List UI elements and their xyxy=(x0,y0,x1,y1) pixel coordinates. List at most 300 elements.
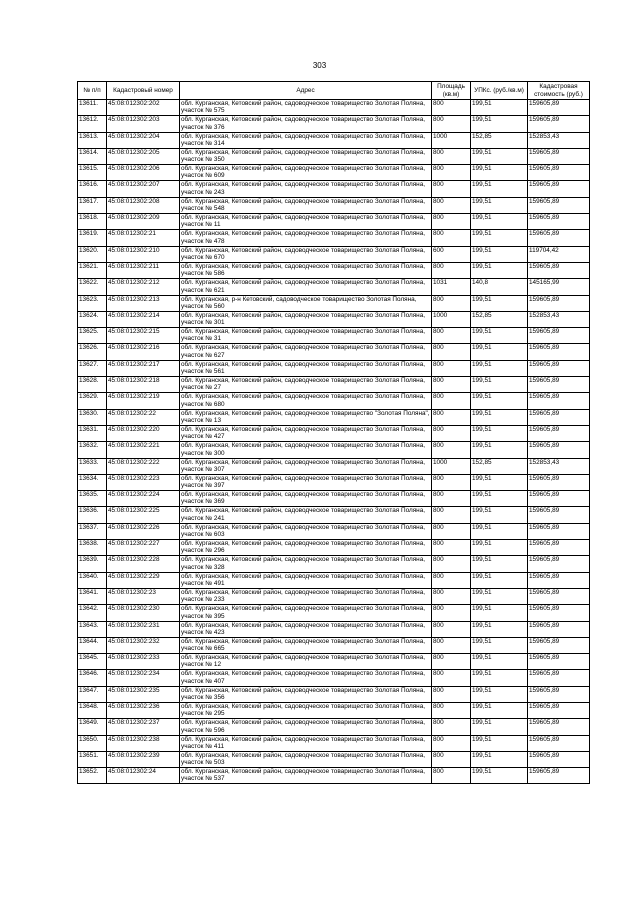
cadastral-number-cell: 45:08:012302:209 xyxy=(107,214,180,230)
table-row xyxy=(78,311,590,327)
cadastral-number-cell: 45:08:012302:217 xyxy=(107,360,180,376)
table-row xyxy=(78,116,590,132)
area-cell: 800 xyxy=(432,100,471,116)
upks-cell: 199,51 xyxy=(471,295,528,311)
cadastral-number-cell: 45:08:012302:224 xyxy=(107,491,180,507)
area-cell: 800 xyxy=(432,719,471,735)
area-cell: 800 xyxy=(432,654,471,670)
table-row xyxy=(78,670,590,686)
address-cell: обл. Курганская, Кетовский район, садоводческое товарищество Золотая Поляна, участок № 603 xyxy=(180,523,432,539)
cadastral-number-cell: 45:08:012302:225 xyxy=(107,507,180,523)
row-num-cell: 13639. xyxy=(78,556,107,572)
table-row xyxy=(78,246,590,262)
cadastral-cost-cell: 159605,89 xyxy=(528,214,590,230)
address-cell: обл. Курганская, Кетовский район, садоводческое товарищество Золотая Поляна, участок № 596 xyxy=(180,719,432,735)
header-upks: УПКс. (руб./кв.м) xyxy=(471,82,528,100)
row-num-cell: 13611. xyxy=(78,100,107,116)
cadastral-cost-cell: 159605,89 xyxy=(528,360,590,376)
table-row xyxy=(78,719,590,735)
row-num-cell: 13651. xyxy=(78,751,107,767)
address-cell: обл. Курганская, Кетовский район, садоводческое товарищество Золотая Поляна, участок № 307 xyxy=(180,458,432,474)
cadastral-number-cell: 45:08:012302:204 xyxy=(107,132,180,148)
cadastral-cost-cell: 159605,89 xyxy=(528,393,590,409)
row-num-cell: 13617. xyxy=(78,197,107,213)
area-cell: 800 xyxy=(432,491,471,507)
table-row xyxy=(78,377,590,393)
address-cell: обл. Курганская, Кетовский район, садоводческое товарищество Золотая Поляна, участок № 31 xyxy=(180,328,432,344)
cadastral-number-cell: 45:08:012302:219 xyxy=(107,393,180,409)
row-num-cell: 13638. xyxy=(78,540,107,556)
upks-cell: 199,51 xyxy=(471,588,528,604)
address-cell: обл. Курганская, Кетовский район, садоводческое товарищество Золотая Поляна, участок № 503 xyxy=(180,751,432,767)
upks-cell: 199,51 xyxy=(471,262,528,278)
upks-cell: 199,51 xyxy=(471,556,528,572)
area-cell: 800 xyxy=(432,262,471,278)
row-num-cell: 13618. xyxy=(78,214,107,230)
table-row xyxy=(78,295,590,311)
row-num-cell: 13627. xyxy=(78,360,107,376)
table-row xyxy=(78,702,590,718)
area-cell: 800 xyxy=(432,295,471,311)
cadastral-number-cell: 45:08:012302:23 xyxy=(107,588,180,604)
cadastral-cost-cell: 159605,89 xyxy=(528,702,590,718)
address-cell: обл. Курганская, Кетовский район, садоводческое товарищество Золотая Поляна, участок № 356 xyxy=(180,686,432,702)
cadastral-number-cell: 45:08:012302:203 xyxy=(107,116,180,132)
row-num-cell: 13625. xyxy=(78,328,107,344)
address-cell: обл. Курганская, Кетовский район, садоводческое товарищество Золотая Поляна, участок № 670 xyxy=(180,246,432,262)
cadastral-cost-cell: 159605,89 xyxy=(528,735,590,751)
address-cell: обл. Курганская, Кетовский район, садоводческое товарищество Золотая Поляна, участок № 11 xyxy=(180,214,432,230)
upks-cell: 199,51 xyxy=(471,474,528,490)
table-row xyxy=(78,442,590,458)
address-cell: обл. Курганская, Кетовский район, садоводческое товарищество Золотая Поляна, участок № 296 xyxy=(180,540,432,556)
cadastral-number-cell: 45:08:012302:229 xyxy=(107,572,180,588)
cadastral-cost-cell: 159605,89 xyxy=(528,670,590,686)
address-cell: обл. Курганская, Кетовский район, садоводческое товарищество Золотая Поляна, участок № 427 xyxy=(180,425,432,441)
table-row xyxy=(78,735,590,751)
upks-cell: 199,51 xyxy=(471,360,528,376)
row-num-cell: 13615. xyxy=(78,165,107,181)
area-cell: 800 xyxy=(432,637,471,653)
upks-cell: 199,51 xyxy=(471,425,528,441)
row-num-cell: 13636. xyxy=(78,507,107,523)
table-row xyxy=(78,751,590,767)
address-cell: обл. Курганская, Кетовский район, садоводческое товарищество Золотая Поляна, участок № 243 xyxy=(180,181,432,197)
cadastral-cost-cell: 159605,89 xyxy=(528,523,590,539)
cadastral-cost-cell: 159605,89 xyxy=(528,556,590,572)
address-cell: обл. Курганская, Кетовский район, садоводческое товарищество Золотая Поляна, участок № 301 xyxy=(180,311,432,327)
table-row xyxy=(78,279,590,295)
row-num-cell: 13631. xyxy=(78,425,107,441)
cadastral-number-cell: 45:08:012302:238 xyxy=(107,735,180,751)
row-num-cell: 13613. xyxy=(78,132,107,148)
upks-cell: 199,51 xyxy=(471,214,528,230)
row-num-cell: 13614. xyxy=(78,148,107,164)
header-area: Площадь (кв.м) xyxy=(432,82,471,100)
address-cell: обл. Курганская, Кетовский район, садоводческое товарищество "Золотая Поляна", участок № 13 xyxy=(181,409,430,424)
row-num-cell: 13626. xyxy=(78,344,107,360)
table-row xyxy=(78,572,590,588)
header-address: Адрес xyxy=(180,82,432,100)
address-cell: обл. Курганская, Кетовский район, садоводческое товарищество Золотая Поляна, участок № 423 xyxy=(180,621,432,637)
table-row xyxy=(78,458,590,474)
address-cell: обл. Курганская, Кетовский район, садоводческое товарищество Золотая Поляна, участок № 586 xyxy=(180,262,432,278)
cadastral-number-cell: 45:08:012302:205 xyxy=(107,148,180,164)
table-body xyxy=(78,100,590,784)
address-cell: обл. Курганская, Кетовский район, садоводческое товарищество Золотая Поляна, участок № 397 xyxy=(180,474,432,490)
row-num-cell: 13640. xyxy=(78,572,107,588)
cadastral-cost-cell: 159605,89 xyxy=(528,230,590,246)
area-cell: 800 xyxy=(432,540,471,556)
address-cell: обл. Курганская, Кетовский район, садоводческое товарищество Золотая Поляна, участок № 233 xyxy=(180,588,432,604)
cadastral-number-cell: 45:08:012302:212 xyxy=(107,279,180,295)
address-cell: обл. Курганская, Кетовский район, садоводческое товарищество Золотая Поляна, участок № 411 xyxy=(180,735,432,751)
upks-cell: 199,51 xyxy=(471,621,528,637)
table-row xyxy=(78,100,590,116)
cadastral-number-cell: 45:08:012302:239 xyxy=(107,751,180,767)
table-row xyxy=(78,654,590,670)
area-cell: 800 xyxy=(432,360,471,376)
cadastral-registry-table xyxy=(77,81,590,784)
cadastral-number-cell: 45:08:012302:213 xyxy=(107,295,180,311)
table-row xyxy=(78,491,590,507)
upks-cell: 152,85 xyxy=(471,311,528,327)
row-num-cell: 13649. xyxy=(78,719,107,735)
table-row xyxy=(78,344,590,360)
row-num-cell: 13619. xyxy=(78,230,107,246)
cadastral-cost-cell: 159605,89 xyxy=(528,197,590,213)
cadastral-number-cell: 45:08:012302:216 xyxy=(107,344,180,360)
upks-cell: 140,8 xyxy=(471,279,528,295)
address-cell: обл. Курганская, Кетовский район, садоводческое товарищество Золотая Поляна, участок № 407 xyxy=(180,670,432,686)
upks-cell: 199,51 xyxy=(471,719,528,735)
area-cell: 800 xyxy=(432,409,471,425)
cadastral-number-cell: 45:08:012302:226 xyxy=(107,523,180,539)
upks-cell: 199,51 xyxy=(471,670,528,686)
table-row xyxy=(78,181,590,197)
row-num-cell: 13643. xyxy=(78,621,107,637)
address-cell: обл. Курганская, Кетовский район, садоводческое товарищество Золотая Поляна, участок № 609 xyxy=(180,165,432,181)
row-num-cell: 13646. xyxy=(78,670,107,686)
cadastral-cost-cell: 152853,43 xyxy=(528,132,590,148)
area-cell: 800 xyxy=(432,588,471,604)
table-header-row xyxy=(78,82,590,100)
area-cell: 800 xyxy=(432,328,471,344)
area-cell: 800 xyxy=(432,735,471,751)
area-cell: 800 xyxy=(432,572,471,588)
address-cell: обл. Курганская, Кетовский район, садоводческое товарищество Золотая Поляна, участок № 537 xyxy=(180,768,432,784)
address-cell: обл. Курганская, Кетовский район, садоводческое товарищество Золотая Поляна, участок № 478 xyxy=(180,230,432,246)
area-cell: 800 xyxy=(432,393,471,409)
row-num-cell: 13616. xyxy=(78,181,107,197)
cadastral-number-cell: 45:08:012302:210 xyxy=(107,246,180,262)
cadastral-cost-cell: 159605,89 xyxy=(528,262,590,278)
cadastral-number-cell: 45:08:012302:24 xyxy=(107,768,180,784)
cadastral-number-cell: 45:08:012302:202 xyxy=(107,100,180,116)
table-row xyxy=(78,328,590,344)
cadastral-cost-cell: 159605,89 xyxy=(528,605,590,621)
cadastral-number-cell: 45:08:012302:236 xyxy=(107,702,180,718)
cadastral-number-cell: 45:08:012302:233 xyxy=(107,654,180,670)
area-cell: 800 xyxy=(432,605,471,621)
table-row xyxy=(78,686,590,702)
area-cell: 800 xyxy=(432,230,471,246)
upks-cell: 199,51 xyxy=(471,572,528,588)
cadastral-number-cell: 45:08:012302:215 xyxy=(107,328,180,344)
area-cell: 800 xyxy=(432,751,471,767)
cadastral-cost-cell: 159605,89 xyxy=(528,719,590,735)
area-cell: 600 xyxy=(432,246,471,262)
upks-cell: 199,51 xyxy=(471,148,528,164)
row-num-cell: 13650. xyxy=(78,735,107,751)
cadastral-cost-cell: 159605,89 xyxy=(528,654,590,670)
address-cell: обл. Курганская, Кетовский район, садоводческое товарищество Золотая Поляна, участок № 575 xyxy=(180,100,432,116)
row-num-cell: 13648. xyxy=(78,702,107,718)
cadastral-number-cell: 45:08:012302:207 xyxy=(107,181,180,197)
upks-cell: 199,51 xyxy=(471,328,528,344)
area-cell: 800 xyxy=(432,197,471,213)
area-cell: 800 xyxy=(432,621,471,637)
table-row xyxy=(78,540,590,556)
address-cell: обл. Курганская, Кетовский район, садоводческое товарищество Золотая Поляна, участок № 395 xyxy=(180,605,432,621)
upks-cell: 199,51 xyxy=(471,100,528,116)
area-cell: 1000 xyxy=(432,311,471,327)
cadastral-number-cell: 45:08:012302:223 xyxy=(107,474,180,490)
area-cell: 800 xyxy=(432,148,471,164)
address-cell: обл. Курганская, Кетовский район, садоводческое товарищество Золотая Поляна, участок № 369 xyxy=(180,491,432,507)
address-cell: обл. Курганская, Кетовский район, садоводческое товарищество Золотая Поляна, участок № 621 xyxy=(180,279,432,295)
area-cell: 800 xyxy=(432,556,471,572)
cadastral-cost-cell: 159605,89 xyxy=(528,344,590,360)
upks-cell: 199,51 xyxy=(471,686,528,702)
area-cell: 800 xyxy=(432,165,471,181)
cadastral-number-cell: 45:08:012302:22 xyxy=(107,409,180,425)
upks-cell: 199,51 xyxy=(471,197,528,213)
upks-cell: 199,51 xyxy=(471,768,528,784)
table-row xyxy=(78,425,590,441)
table-row xyxy=(78,588,590,604)
area-cell: 800 xyxy=(432,702,471,718)
row-num-cell: 13634. xyxy=(78,474,107,490)
row-num-cell: 13621. xyxy=(78,262,107,278)
address-cell: обл. Курганская, Кетовский район, садоводческое товарищество Золотая Поляна, участок № 548 xyxy=(180,197,432,213)
row-num-cell: 13624. xyxy=(78,311,107,327)
header-num: № п/п xyxy=(78,82,107,100)
upks-cell: 199,51 xyxy=(471,442,528,458)
area-cell: 800 xyxy=(432,214,471,230)
table-row xyxy=(78,230,590,246)
table-row xyxy=(78,132,590,148)
upks-cell: 199,51 xyxy=(471,735,528,751)
area-cell: 800 xyxy=(432,425,471,441)
cadastral-cost-cell: 159605,89 xyxy=(528,409,590,425)
table-row xyxy=(78,474,590,490)
address-cell: обл. Курганская, Кетовский район, садоводческое товарищество Золотая Поляна, участок № 376 xyxy=(180,116,432,132)
area-cell: 800 xyxy=(432,507,471,523)
cadastral-cost-cell: 152853,43 xyxy=(528,311,590,327)
area-cell: 800 xyxy=(432,344,471,360)
row-num-cell: 13641. xyxy=(78,588,107,604)
address-cell: обл. Курганская, Кетовский район, садоводческое товарищество Золотая Поляна, участок № 350 xyxy=(180,148,432,164)
row-num-cell: 13644. xyxy=(78,637,107,653)
cadastral-cost-cell: 152853,43 xyxy=(528,458,590,474)
address-cell: обл. Курганская, Кетовский район, садоводческое товарищество Золотая Поляна, участок № 627 xyxy=(180,344,432,360)
cadastral-number-cell: 45:08:012302:208 xyxy=(107,197,180,213)
cadastral-cost-cell: 159605,89 xyxy=(528,328,590,344)
area-cell: 800 xyxy=(432,377,471,393)
cadastral-number-cell: 45:08:012302:227 xyxy=(107,540,180,556)
cadastral-cost-cell: 159605,89 xyxy=(528,100,590,116)
cadastral-cost-cell: 159605,89 xyxy=(528,474,590,490)
cadastral-cost-cell: 145165,99 xyxy=(528,279,590,295)
row-num-cell: 13633. xyxy=(78,458,107,474)
cadastral-cost-cell: 159605,89 xyxy=(528,507,590,523)
row-num-cell: 13632. xyxy=(78,442,107,458)
cadastral-number-cell: 45:08:012302:221 xyxy=(107,442,180,458)
table-row xyxy=(78,148,590,164)
cadastral-number-cell: 45:08:012302:218 xyxy=(107,377,180,393)
address-cell: обл. Курганская, Кетовский район, садоводческое товарищество Золотая Поляна, участок № 680 xyxy=(180,393,432,409)
table-row xyxy=(78,360,590,376)
cadastral-number-cell: 45:08:012302:237 xyxy=(107,719,180,735)
cadastral-cost-cell: 159605,89 xyxy=(528,165,590,181)
row-num-cell: 13630. xyxy=(78,409,107,425)
cadastral-number-cell: 45:08:012302:228 xyxy=(107,556,180,572)
table-row xyxy=(78,507,590,523)
cadastral-number-cell: 45:08:012302:230 xyxy=(107,605,180,621)
cadastral-cost-cell: 159605,89 xyxy=(528,442,590,458)
area-cell: 1031 xyxy=(432,279,471,295)
row-num-cell: 13622. xyxy=(78,279,107,295)
address-cell: обл. Курганская, Кетовский район, садоводческое товарищество Золотая Поляна, участок № 561 xyxy=(180,360,432,376)
address-cell: обл. Курганская, Кетовский район, садоводческое товарищество Золотая Поляна, участок № 300 xyxy=(180,442,432,458)
upks-cell: 199,51 xyxy=(471,116,528,132)
cadastral-cost-cell: 159605,89 xyxy=(528,181,590,197)
row-num-cell: 13652. xyxy=(78,768,107,784)
area-cell: 800 xyxy=(432,442,471,458)
cadastral-cost-cell: 159605,89 xyxy=(528,768,590,784)
address-cell: обл. Курганская, Кетовский район, садоводческое товарищество Золотая Поляна, участок № 27 xyxy=(180,377,432,393)
cadastral-cost-cell: 159605,89 xyxy=(528,425,590,441)
row-num-cell: 13645. xyxy=(78,654,107,670)
upks-cell: 199,51 xyxy=(471,393,528,409)
upks-cell: 199,51 xyxy=(471,605,528,621)
upks-cell: 199,51 xyxy=(471,344,528,360)
cadastral-number-cell: 45:08:012302:234 xyxy=(107,670,180,686)
cadastral-number-cell: 45:08:012302:235 xyxy=(107,686,180,702)
table-row xyxy=(78,605,590,621)
area-cell: 1000 xyxy=(432,458,471,474)
cadastral-cost-cell: 159605,89 xyxy=(528,637,590,653)
upks-cell: 199,51 xyxy=(471,702,528,718)
area-cell: 800 xyxy=(432,474,471,490)
cadastral-cost-cell: 119704,42 xyxy=(528,246,590,262)
table-row xyxy=(78,197,590,213)
header-cost: Кадастровая стоимость (руб.) xyxy=(528,82,590,100)
cadastral-cost-cell: 159605,89 xyxy=(528,116,590,132)
cadastral-cost-cell: 159605,89 xyxy=(528,295,590,311)
upks-cell: 199,51 xyxy=(471,409,528,425)
upks-cell: 199,51 xyxy=(471,523,528,539)
cadastral-cost-cell: 159605,89 xyxy=(528,572,590,588)
cadastral-cost-cell: 159605,89 xyxy=(528,588,590,604)
area-cell: 800 xyxy=(432,686,471,702)
cadastral-number-cell: 45:08:012302:214 xyxy=(107,311,180,327)
page-number: 303 xyxy=(312,61,327,70)
cadastral-number-cell: 45:08:012302:206 xyxy=(107,165,180,181)
area-cell: 800 xyxy=(432,181,471,197)
cadastral-cost-cell: 159605,89 xyxy=(528,540,590,556)
upks-cell: 199,51 xyxy=(471,230,528,246)
cadastral-cost-cell: 159605,89 xyxy=(528,377,590,393)
address-cell: обл. Курганская, р-н Кетовский, садоводческое товарищество Золотая Поляна, участок № 560 xyxy=(180,295,432,311)
table-row xyxy=(78,621,590,637)
row-num-cell: 13612. xyxy=(78,116,107,132)
cadastral-cost-cell: 159605,89 xyxy=(528,491,590,507)
upks-cell: 199,51 xyxy=(471,246,528,262)
area-cell: 800 xyxy=(432,116,471,132)
address-cell: обл. Курганская, Кетовский район, садоводческое товарищество Золотая Поляна, участок № 295 xyxy=(180,702,432,718)
row-num-cell: 13635. xyxy=(78,491,107,507)
cadastral-cost-cell: 159605,89 xyxy=(528,148,590,164)
upks-cell: 199,51 xyxy=(471,751,528,767)
table-row xyxy=(78,409,590,425)
cadastral-number-cell: 45:08:012302:222 xyxy=(107,458,180,474)
upks-cell: 152,85 xyxy=(471,132,528,148)
upks-cell: 199,51 xyxy=(471,507,528,523)
row-num-cell: 13628. xyxy=(78,377,107,393)
upks-cell: 199,51 xyxy=(471,491,528,507)
upks-cell: 152,85 xyxy=(471,458,528,474)
row-num-cell: 13637. xyxy=(78,523,107,539)
upks-cell: 199,51 xyxy=(471,181,528,197)
upks-cell: 199,51 xyxy=(471,377,528,393)
table-row xyxy=(78,637,590,653)
table-row xyxy=(78,165,590,181)
cadastral-number-cell: 45:08:012302:211 xyxy=(107,262,180,278)
cadastral-number-cell: 45:08:012302:21 xyxy=(107,230,180,246)
cadastral-cost-cell: 159605,89 xyxy=(528,621,590,637)
cadastral-cost-cell: 159605,89 xyxy=(528,686,590,702)
table-row xyxy=(78,523,590,539)
address-cell: обл. Курганская, Кетовский район, садоводческое товарищество Золотая Поляна, участок № 241 xyxy=(180,507,432,523)
row-num-cell: 13642. xyxy=(78,605,107,621)
table-row xyxy=(78,262,590,278)
table-row xyxy=(78,214,590,230)
upks-cell: 199,51 xyxy=(471,637,528,653)
table-row xyxy=(78,556,590,572)
row-num-cell: 13623. xyxy=(78,295,107,311)
cadastral-cost-cell: 159605,89 xyxy=(528,751,590,767)
cadastral-number-cell: 45:08:012302:231 xyxy=(107,621,180,637)
address-cell: обл. Курганская, Кетовский район, садоводческое товарищество Золотая Поляна, участок № 491 xyxy=(180,572,432,588)
area-cell: 800 xyxy=(432,670,471,686)
area-cell: 1000 xyxy=(432,132,471,148)
upks-cell: 199,51 xyxy=(471,540,528,556)
upks-cell: 199,51 xyxy=(471,654,528,670)
area-cell: 800 xyxy=(432,523,471,539)
table-row xyxy=(78,393,590,409)
cadastral-number-cell: 45:08:012302:220 xyxy=(107,425,180,441)
row-num-cell: 13647. xyxy=(78,686,107,702)
address-cell: обл. Курганская, Кетовский район, садоводческое товарищество Золотая Поляна, участок № 314 xyxy=(180,132,432,148)
address-cell: обл. Курганская, Кетовский район, садоводческое товарищество Золотая Поляна, участок № 12 xyxy=(180,654,432,670)
header-cadastral: Кадастровый номер xyxy=(107,82,180,100)
address-cell: обл. Курганская, Кетовский район, садоводческое товарищество Золотая Поляна, участок № 328 xyxy=(180,556,432,572)
address-cell: обл. Курганская, Кетовский район, садоводческое товарищество Золотая Поляна, участок № 665 xyxy=(180,637,432,653)
area-cell: 800 xyxy=(432,768,471,784)
upks-cell: 199,51 xyxy=(471,165,528,181)
